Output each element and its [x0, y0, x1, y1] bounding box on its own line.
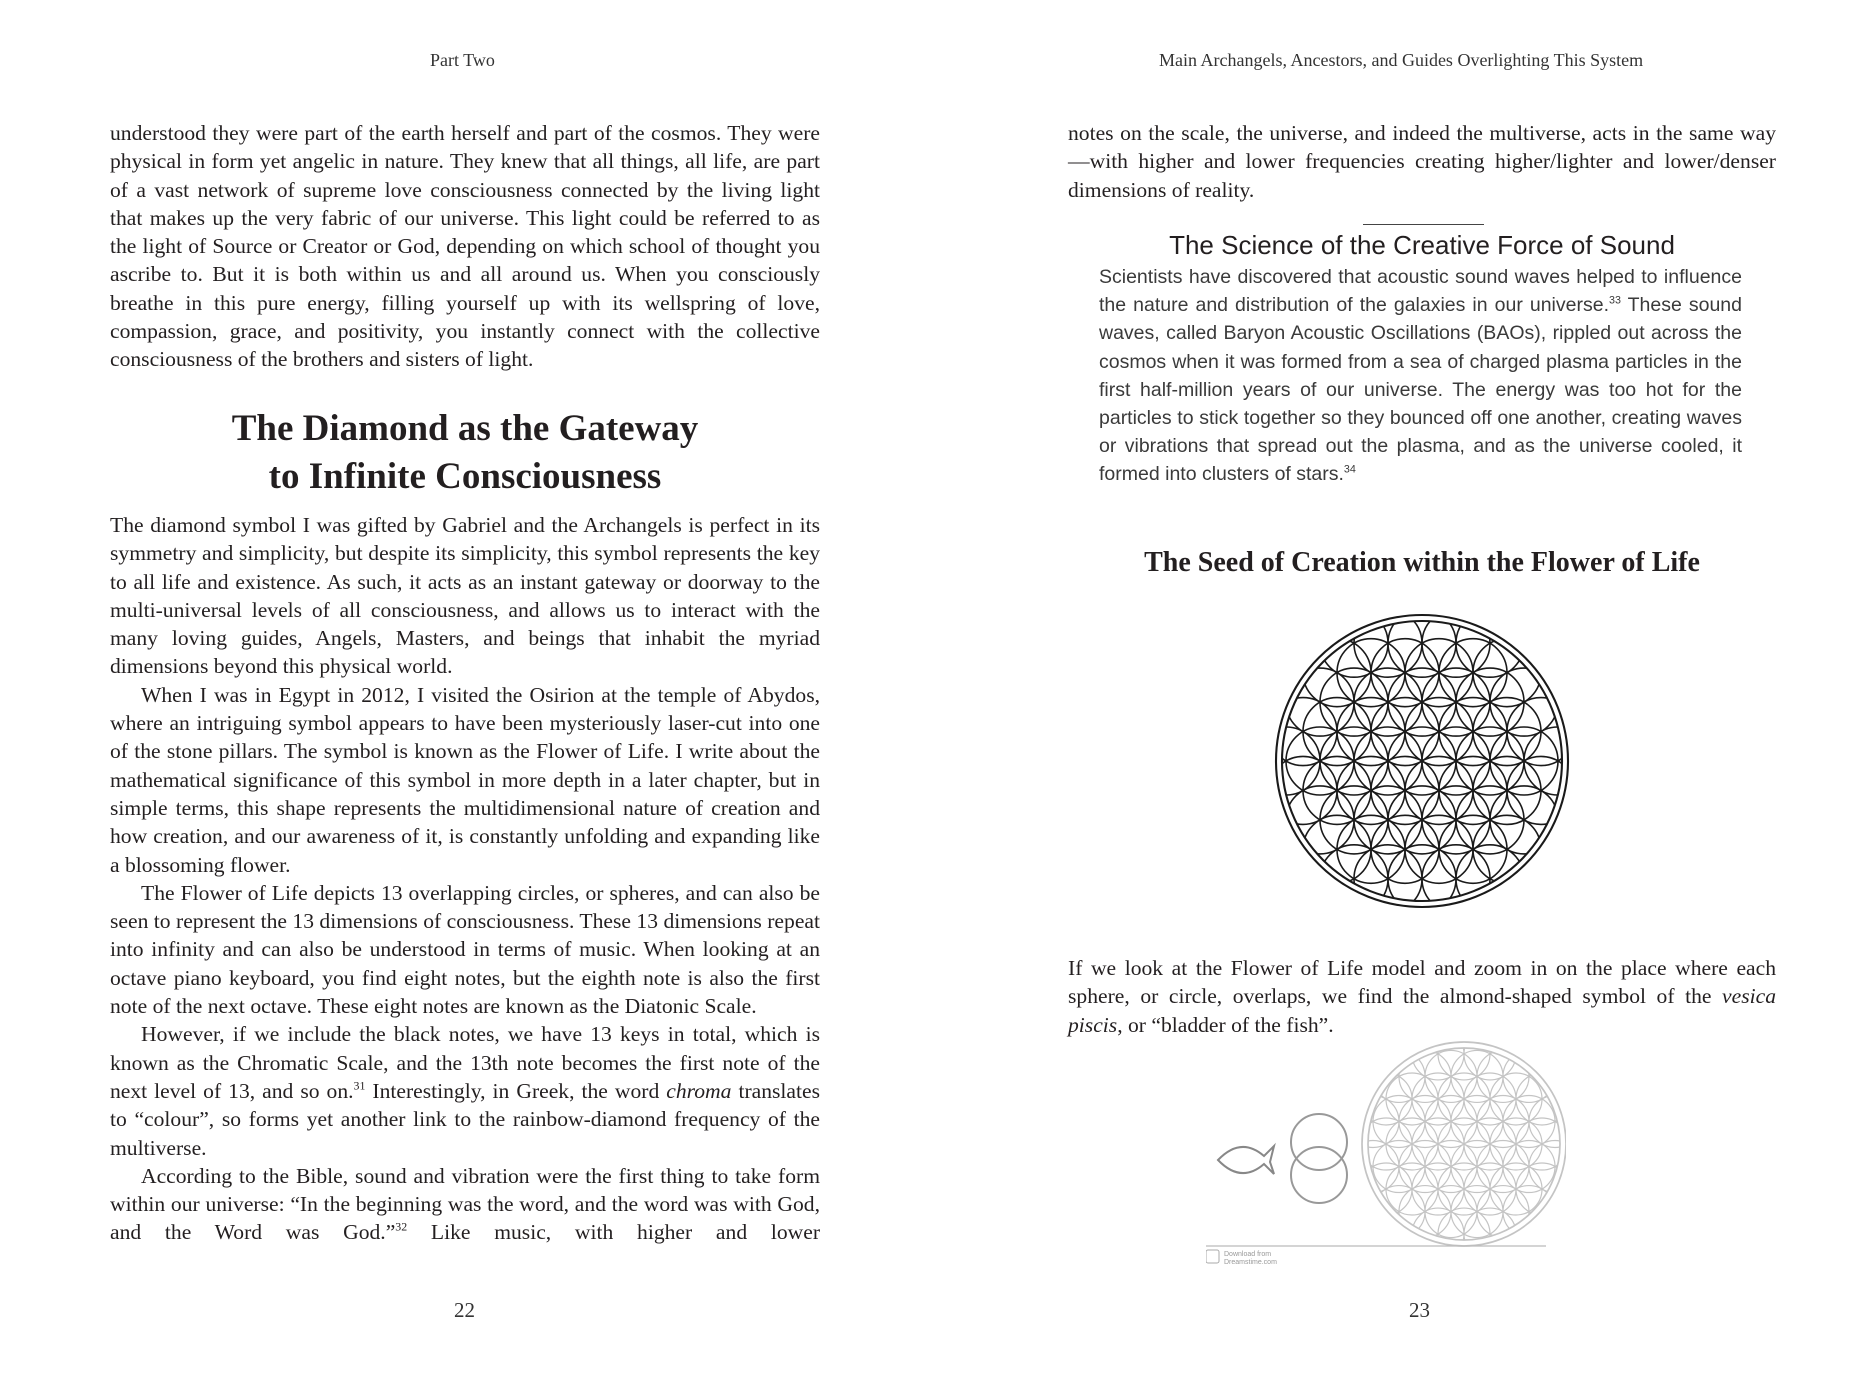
- continuation-paragraph: notes on the scale, the universe, and indeed the multiverse, acts in the same way—with higher and lower frequencies creating higher/lighter and lower/denser dimensions of reality.: [1068, 121, 1776, 202]
- paragraph-flower: The Flower of Life depicts 13 overlapping circles, or spheres, and can also be seen to represent the 13 dimensions of consciousness. These 13 dimensions repeat into infinity and can also be understood in terms of music. When looking at an octave piano keyboard, you find eight notes, but the eighth note is also the first note of the next octave. These eight notes are known as the Diatonic Scale.: [110, 880, 820, 1019]
- sidebar-text: Scientists have discovered that acoustic sound waves helped to influence the nature and distribution of the galaxies in our universe.$^{33}$ These sound waves, called Baryon Acoustic Oscillations (BAOs), rippled out across the cosmos when it was formed from a sea of charged plasma particles in the first half-million years of our universe. The energy was too hot for the particles to stick together so they bounced off one another, creating waves or vibrations that spread out the plasma, and as the universe cooled, it formed into clusters of stars.$^{34}$: [1099, 266, 1742, 486]
- figure-caption-line1: Download from: [1224, 1251, 1272, 1258]
- vesica-paragraph: If we look at the Flower of Life model and zoom in on the place where each sphere, or circle, overlaps, we find the almond-shaped symbol of the vesica piscis, or “bladder of the fish”.: [1068, 956, 1776, 1037]
- paragraph-diamond: The diamond symbol I was gifted by Gabriel and the Archangels is perfect in its symmetry and simplicity, but despite its simplicity, this symbol represents the key to all life and existence. As such, it acts as an instant gateway or doorway to the multi-universal levels of all consciousness, and allows us to interact with the many loving guides, Angels, Masters, and beings that inhabit the myriad dimensions beyond this physical world.: [110, 513, 820, 679]
- paragraph-egypt: When I was in Egypt in 2012, I visited the Osirion at the temple of Abydos, where an intriguing symbol appears to have been mysteriously laser-cut into one of the stone pillars. The symbol is known as the Flower of Life. I write about the mathematical significance of this symbol in more depth in a later chapter, but in simple terms, this shape represents the multidimensional nature of creation and how creation, and our awareness of it, is constantly unfolding and expanding like a blossoming flower.: [110, 682, 820, 877]
- flower-circles: [1272, 611, 1572, 911]
- page-number-right: 23: [1409, 1298, 1430, 1322]
- flower-of-life-figure: [1272, 611, 1572, 911]
- right-page: [933, 0, 1866, 1400]
- vesica-circle-bottom: [1291, 1147, 1347, 1203]
- faint-flower-of-life: [1347, 1040, 1566, 1260]
- intro-paragraph: understood they were part of the earth herself and part of the cosmos. They were physical in form yet angelic in nature. They knew that all things, all life, are part of a vast network of supreme love consciousness connected by the living light that makes up the very fabric of our universe. This light could be referred to as the light of Source or Creator or God, depending on which school of thought you ascribe to. But it is both within us and all around us. When you consciously breathe in this pure energy, filling yourself up with its wellspring of love, compassion, grace, and positivity, you instantly connect with the collective consciousness of the brothers and sisters of light.: [110, 121, 820, 372]
- paragraph-chromatic: However, if we include the black notes, we have 13 keys in total, which is known as the Chromatic Scale, and the 13th note becomes the first note of the next level of 13, and so on.$^{31}$ Interestingly, in Greek, the word chroma translates to “colour”, so forms yet another link to the rainbow-diamond frequency of the multiverse.: [110, 1022, 821, 1160]
- left-body: [110, 511, 820, 1247]
- footnote-ref-32: 32: [395, 1220, 408, 1235]
- footnote-ref-31: 31: [353, 1078, 366, 1093]
- fish-symbol-icon: [1218, 1146, 1274, 1174]
- footnote-ref-34: 34: [1343, 463, 1356, 476]
- heading-line-1: The Diamond as the Gateway: [231, 408, 699, 449]
- vesica-piscis-figure: [1206, 1040, 1566, 1278]
- flower-circles: [1347, 1040, 1566, 1260]
- dreamstime-logo-icon: [1206, 1250, 1219, 1263]
- figure-caption-line2: Dreamstime.com: [1224, 1259, 1277, 1266]
- sidebar-title: The Science of the Creative Force of Sound: [1169, 230, 1675, 260]
- page-number-left: 22: [454, 1298, 475, 1322]
- vesica-circle-top: [1291, 1114, 1347, 1170]
- section-heading: The Seed of Creation within the Flower of Life: [1144, 547, 1700, 578]
- chapter-heading: [110, 405, 820, 501]
- heading-line-2: to Infinite Consciousness: [268, 456, 662, 497]
- footnote-ref-33: 33: [1609, 294, 1621, 307]
- running-head-left: Part Two: [430, 50, 495, 70]
- sidebar-rule: [1363, 224, 1484, 225]
- running-head-right: Main Archangels, Ancestors, and Guides Overlighting This System: [1159, 50, 1644, 70]
- paragraph-bible: According to the Bible, sound and vibration were the first thing to take form within our universe: “In the beginning was the word, and the word was with God, and the Word was God.”$^{32}$ Like music, with higher and lower: [110, 1163, 821, 1245]
